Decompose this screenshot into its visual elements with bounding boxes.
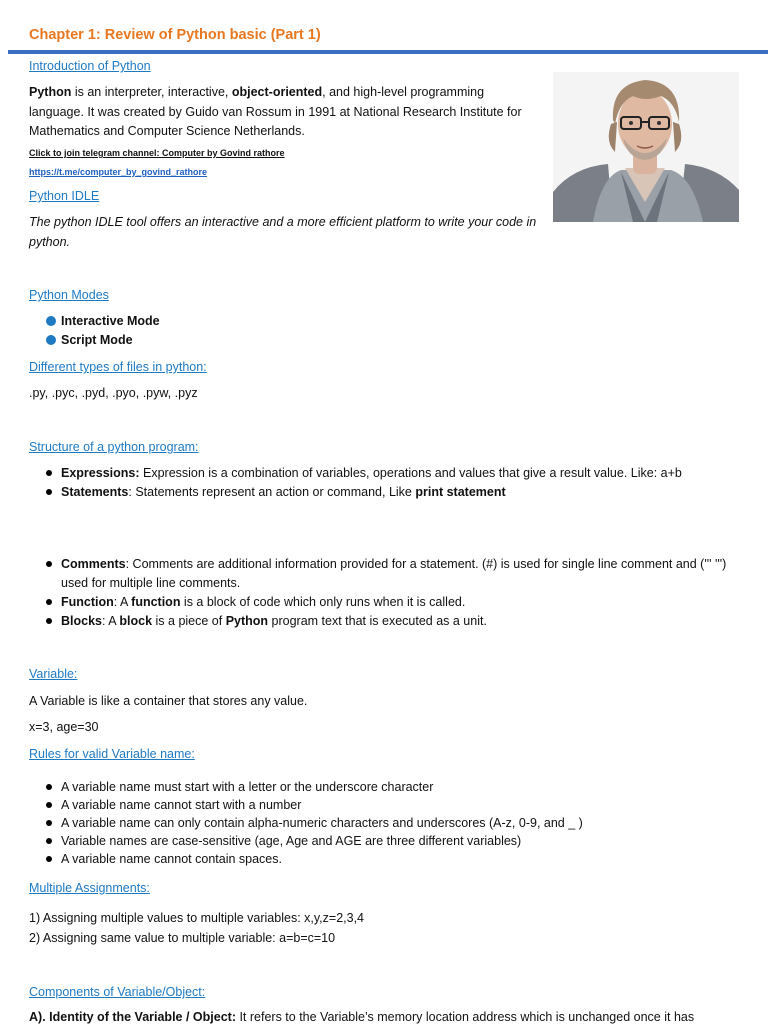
list-item: Function: A function is a block of code which only runs when it is called.	[29, 593, 729, 612]
intro-paragraph	[29, 83, 539, 142]
modes-list	[29, 312, 529, 350]
object-oriented-text: object-oriented	[231, 85, 323, 99]
structure-heading[interactable]: Structure of a python program:	[29, 440, 199, 454]
bullet-icon	[46, 784, 52, 790]
bullet-icon	[46, 470, 52, 476]
idle-heading[interactable]: Python IDLE	[29, 189, 100, 203]
bullet-icon	[46, 489, 52, 495]
bullet-icon	[46, 599, 52, 605]
list-item: A variable name can only contain alpha-numeric characters and underscores (A-z, 0-9, and _ )	[29, 814, 749, 832]
file-types-heading[interactable]: Different types of files in python:	[29, 360, 207, 374]
header-rule	[8, 50, 768, 54]
rules-heading[interactable]: Rules for valid Variable name:	[29, 747, 195, 761]
list-item: Blocks: A block is a piece of Python program text that is executed as a unit.	[29, 612, 729, 631]
list-item: Variable names are case-sensitive (age, Age and AGE are three different variables)	[29, 832, 749, 850]
list-item: Comments: Comments are additional information provided for a statement. (#) is used for single line comment and (''' ''') used for multiple line comments.	[29, 555, 729, 593]
variable-example: x=3, age=30	[29, 720, 99, 734]
file-types-text: .py, .pyc, .pyd, .pyo, .pyw, .pyz	[29, 386, 198, 400]
list-item: Statements: Statements represent an action or command, Like print statement	[29, 483, 749, 502]
python-word: Python	[29, 85, 72, 99]
intro-text-1: is an interpreter, interactive,	[71, 85, 232, 99]
bullet-icon	[46, 838, 52, 844]
portrait-image	[553, 72, 739, 222]
intro-text-2: , and high-level programming language. It was created by Guido van Rossum in 1991 at National Research Institute for Mathematics and Computer Science Netherlands.	[29, 85, 522, 138]
rules-list	[29, 778, 749, 868]
list-item: A variable name cannot start with a number	[29, 796, 749, 814]
author-photo	[553, 72, 739, 222]
telegram-url[interactable]: https://t.me/computer_by_govind_rathore	[29, 167, 208, 177]
variable-text: A Variable is like a container that stores any value.	[29, 694, 308, 708]
list-item: Interactive Mode	[29, 312, 529, 331]
components-heading[interactable]: Components of Variable/Object:	[29, 985, 206, 999]
bullet-icon	[46, 316, 56, 326]
chapter-title: Chapter 1: Review of Python basic (Part 1)	[29, 27, 321, 43]
structure-list	[29, 464, 749, 502]
multiple-line-1: 1) Assigning multiple values to multiple variables: x,y,z=2,3,4	[29, 911, 365, 925]
bullet-icon	[46, 335, 56, 345]
list-item: Expressions: Expression is a combination of variables, operations and values that give a result value. Like: a+b	[29, 464, 749, 483]
variable-heading[interactable]: Variable:	[29, 667, 78, 681]
intro-heading[interactable]: Introduction of Python	[29, 59, 151, 73]
modes-heading[interactable]: Python Modes	[29, 288, 109, 302]
components-item-a: A). Identity of the Variable / Object: It refers to the Variable’s memory location address which is unchanged once it has	[29, 1010, 695, 1024]
multiple-heading[interactable]: Multiple Assignments:	[29, 881, 150, 895]
structure-list-2	[29, 555, 729, 631]
list-item: Script Mode	[29, 331, 529, 350]
idle-text: The python IDLE tool offers an interactive and a more efficient platform to write your code in python.	[29, 215, 537, 249]
bullet-icon	[46, 856, 52, 862]
bullet-icon	[46, 820, 52, 826]
idle-paragraph	[29, 213, 539, 252]
multiple-line-2: 2) Assigning same value to multiple variable: a=b=c=10	[29, 931, 336, 945]
bullet-icon	[46, 618, 52, 624]
telegram-link[interactable]: Click to join telegram channel: Computer by Govind rathore	[29, 148, 285, 158]
bullet-icon	[46, 802, 52, 808]
list-item: A variable name must start with a letter or the underscore character	[29, 778, 749, 796]
bullet-icon	[46, 561, 52, 567]
list-item: A variable name cannot contain spaces.	[29, 850, 749, 868]
